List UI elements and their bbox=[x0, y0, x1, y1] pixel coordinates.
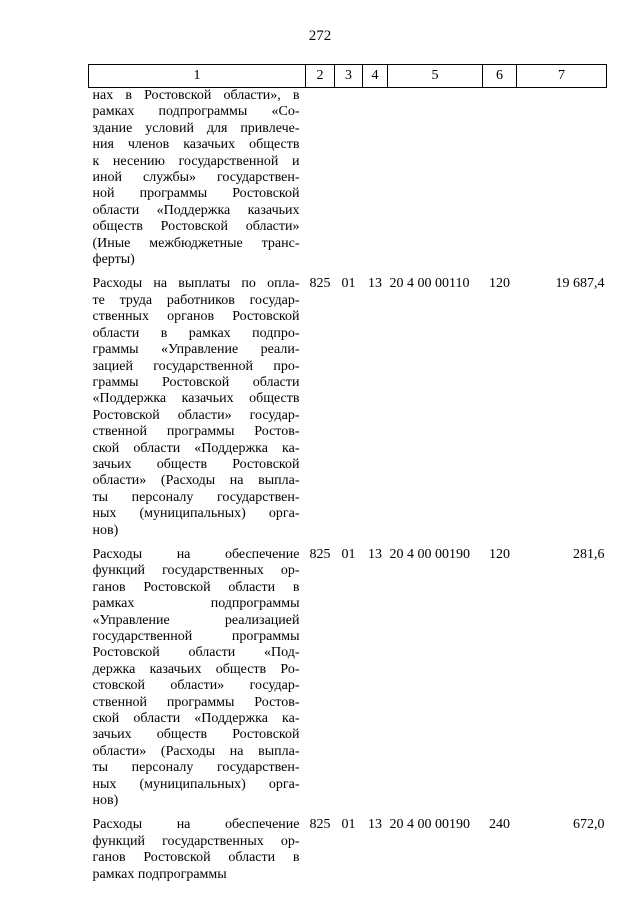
col-3-cell bbox=[335, 88, 363, 277]
table-row bbox=[89, 817, 607, 891]
description-line: иной службы» государствен- bbox=[92, 170, 300, 186]
row-description bbox=[89, 276, 306, 547]
description-line: зачьих обществ Ростовской bbox=[92, 456, 300, 472]
description-line: функций государственных ор- bbox=[92, 833, 300, 849]
description-line: государственной программы bbox=[92, 629, 300, 644]
description-line: функций государственных ор- bbox=[92, 563, 300, 579]
description-line: граммы «Управление реали- bbox=[92, 342, 300, 358]
description-line: нов) bbox=[92, 522, 119, 538]
table-row bbox=[89, 276, 607, 547]
description-line: граммы Ростовской области bbox=[92, 374, 300, 390]
description-line: ганов Ростовской области в bbox=[92, 579, 300, 595]
description-line: обществ Ростовской области» bbox=[92, 219, 300, 235]
description-line: области» (Расходы на выпла- bbox=[92, 473, 300, 489]
description-line: ственных органов Ростовской bbox=[92, 309, 300, 325]
description-line: ской области «Поддержка ка- bbox=[92, 440, 300, 456]
description-line: стовской области» государ- bbox=[92, 678, 300, 694]
description-line: Расходы на выплаты по опла- bbox=[92, 276, 300, 292]
col-2-cell: 825 bbox=[309, 546, 331, 562]
col-6-cell: 240 bbox=[489, 817, 510, 833]
col-3-cell: 01 bbox=[341, 546, 356, 562]
row-description bbox=[89, 88, 306, 277]
description-line: здание условий для привлече- bbox=[92, 120, 300, 136]
description-line: Расходы на обеспечение bbox=[92, 817, 300, 833]
col-7-cell bbox=[517, 88, 607, 277]
header-col-3: 3 bbox=[335, 65, 363, 88]
col-2-cell: 825 bbox=[309, 276, 331, 292]
row-description bbox=[89, 817, 306, 891]
col-7-cell: 281,6 bbox=[573, 546, 605, 562]
description-line: нах в Ростовской области», в bbox=[92, 88, 300, 103]
description-line: рамках подпрограммы bbox=[92, 596, 300, 612]
description-line: области» (Расходы на выпла- bbox=[92, 743, 300, 759]
col-4-cell: 13 bbox=[368, 546, 382, 562]
description-line: держка казачьих обществ Ро- bbox=[92, 661, 300, 677]
col-4-cell: 13 bbox=[368, 817, 382, 833]
col-6-cell: 120 bbox=[489, 546, 510, 562]
description-line: к несению государственной и bbox=[92, 153, 300, 169]
description-line: зачьих обществ Ростовской bbox=[92, 727, 300, 743]
header-col-1: 1 bbox=[89, 65, 306, 88]
header-col-7: 7 bbox=[517, 65, 607, 88]
table-row bbox=[89, 547, 607, 818]
description-line: ганов Ростовской области в bbox=[92, 850, 300, 866]
description-line: Ростовской области» государ- bbox=[92, 407, 300, 423]
description-line: области в рамках подпро- bbox=[92, 325, 300, 341]
description-line: ственной программы Ростов- bbox=[92, 694, 300, 710]
header-col-2: 2 bbox=[306, 65, 335, 88]
description-line: (Иные межбюджетные транс- bbox=[92, 235, 300, 251]
header-row bbox=[89, 65, 607, 88]
table-body bbox=[89, 88, 607, 892]
col-7-cell: 672,0 bbox=[573, 817, 605, 833]
header-col-5: 5 bbox=[388, 65, 483, 88]
col-7-cell: 19 687,4 bbox=[555, 276, 605, 292]
page-number: 272 bbox=[308, 28, 332, 44]
description-line: ной программы Ростовской bbox=[92, 186, 300, 202]
col-4-cell: 13 bbox=[368, 276, 382, 292]
description-line: «Управление реализацией bbox=[92, 612, 300, 628]
description-line: области «Поддержка казачьих bbox=[92, 202, 300, 218]
description-line: те труда работников государ- bbox=[92, 292, 300, 308]
col-5-cell: 20 4 00 00190 bbox=[389, 546, 470, 562]
description-line: рамках подпрограммы bbox=[92, 866, 227, 882]
col-5-cell: 20 4 00 00110 bbox=[389, 276, 470, 292]
col-5-cell bbox=[388, 88, 483, 277]
col-3-cell: 01 bbox=[341, 276, 356, 292]
description-line: Ростовской области «Под- bbox=[92, 645, 300, 661]
description-line: Расходы на обеспечение bbox=[92, 546, 300, 562]
budget-table bbox=[88, 64, 607, 891]
description-line: ской области «Поддержка ка- bbox=[92, 711, 300, 727]
header-col-6: 6 bbox=[483, 65, 517, 88]
col-2-cell: 825 bbox=[309, 817, 331, 833]
col-2-cell bbox=[306, 88, 335, 277]
description-line: ния членов казачьих обществ bbox=[92, 137, 300, 153]
description-line: ты персоналу государствен- bbox=[92, 489, 300, 505]
header-col-4: 4 bbox=[363, 65, 388, 88]
row-description bbox=[89, 547, 306, 818]
col-4-cell bbox=[363, 88, 388, 277]
description-line: рамках подпрограммы «Со- bbox=[92, 104, 300, 120]
description-line: ственной программы Ростов- bbox=[92, 424, 300, 440]
description-line: ты персоналу государствен- bbox=[92, 760, 300, 776]
description-line: «Поддержка казачьих обществ bbox=[92, 391, 300, 407]
table-row bbox=[89, 88, 607, 277]
description-line: зацией государственной про- bbox=[92, 358, 300, 374]
description-line: нов) bbox=[92, 793, 119, 809]
col-6-cell bbox=[483, 88, 517, 277]
col-5-cell: 20 4 00 00190 bbox=[389, 817, 470, 833]
description-line: ных (муниципальных) орга- bbox=[92, 776, 300, 792]
col-6-cell: 120 bbox=[489, 276, 510, 292]
description-line: ных (муниципальных) орга- bbox=[92, 506, 300, 522]
description-line: ферты) bbox=[92, 252, 135, 268]
col-3-cell: 01 bbox=[341, 817, 356, 833]
